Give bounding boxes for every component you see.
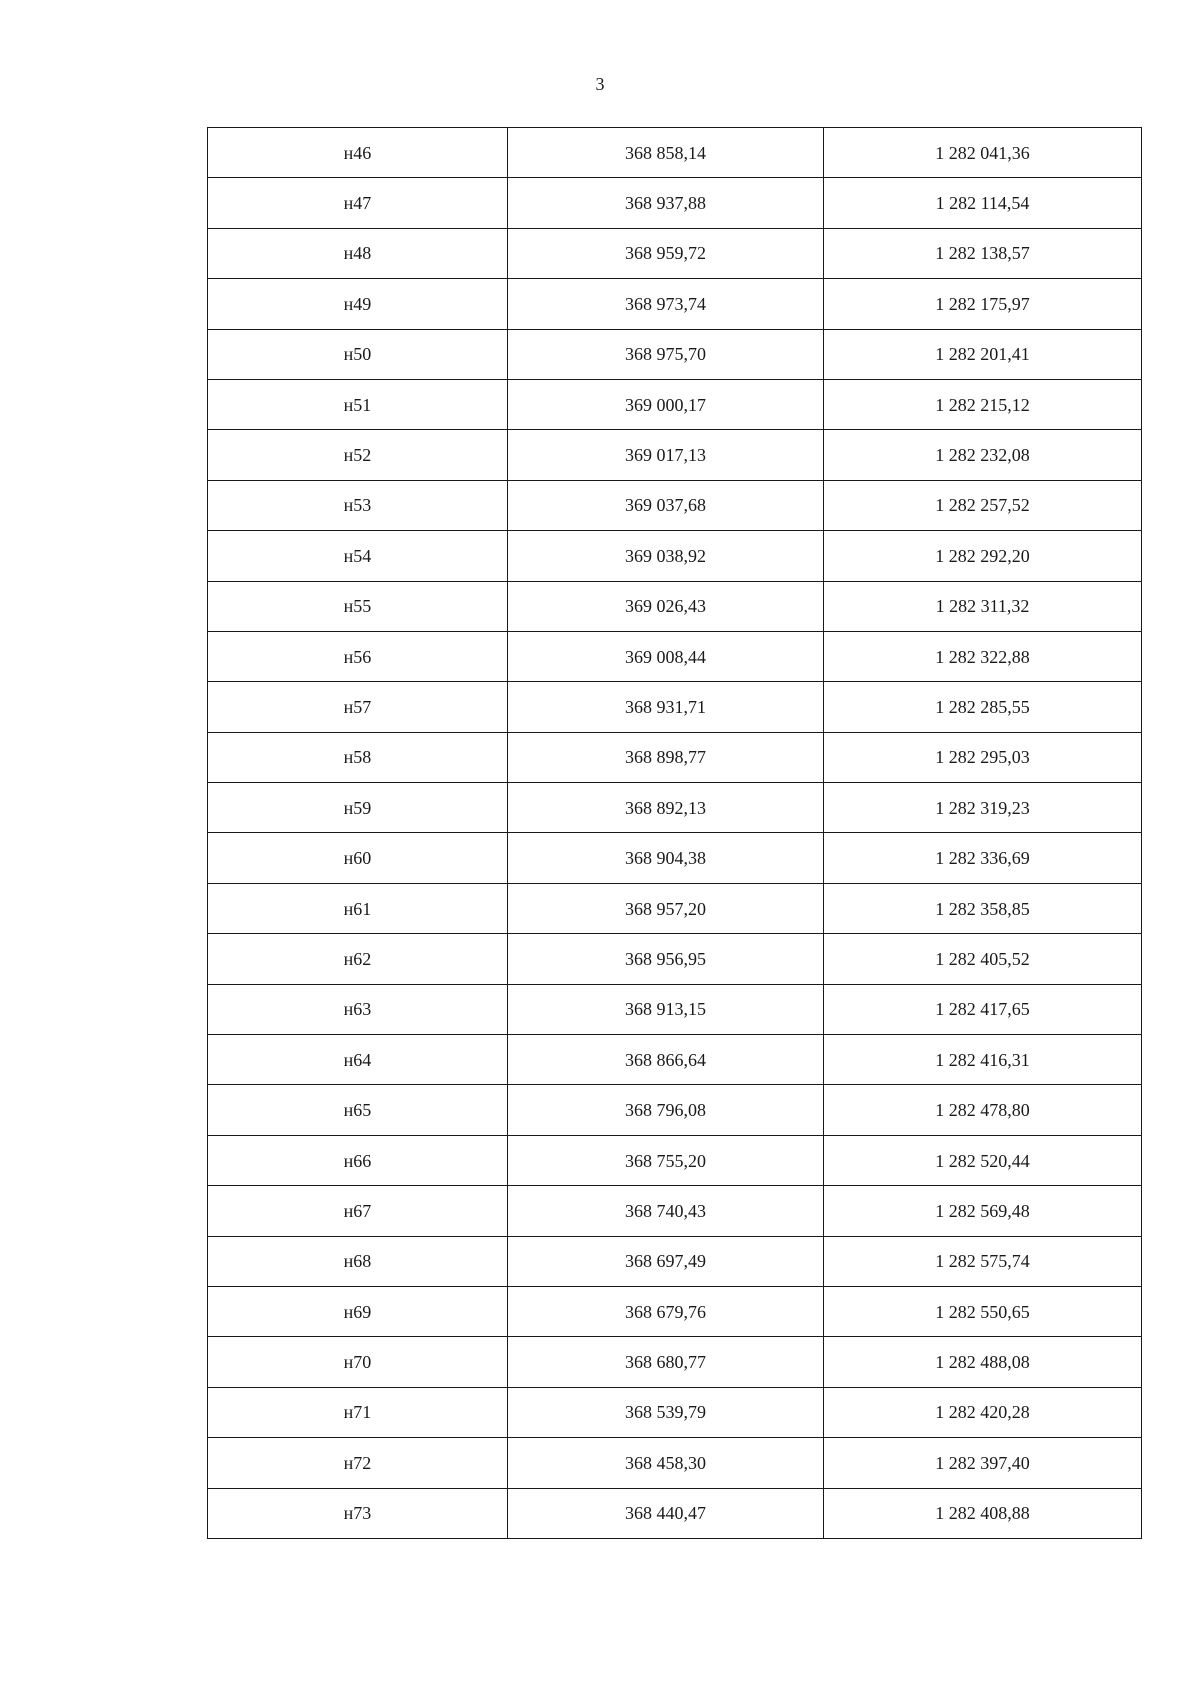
table-row bbox=[208, 934, 1142, 984]
point-cell: н59 bbox=[208, 783, 508, 833]
x-coordinate-cell: 368 937,88 bbox=[508, 178, 824, 228]
y-coordinate-cell: 1 282 478,80 bbox=[824, 1085, 1142, 1135]
page-number: 3 bbox=[595, 74, 605, 94]
point-cell: н56 bbox=[208, 631, 508, 681]
table-row bbox=[208, 1387, 1142, 1437]
x-coordinate-cell: 368 458,30 bbox=[508, 1438, 824, 1488]
point-cell: н48 bbox=[208, 228, 508, 278]
x-coordinate-cell: 368 796,08 bbox=[508, 1085, 824, 1135]
table-row bbox=[208, 581, 1142, 631]
y-coordinate-cell: 1 282 285,55 bbox=[824, 682, 1142, 732]
x-coordinate-cell: 369 038,92 bbox=[508, 531, 824, 581]
y-coordinate-cell: 1 282 405,52 bbox=[824, 934, 1142, 984]
y-coordinate-cell: 1 282 295,03 bbox=[824, 732, 1142, 782]
y-coordinate-cell: 1 282 257,52 bbox=[824, 480, 1142, 530]
point-cell: н57 bbox=[208, 682, 508, 732]
x-coordinate-cell: 368 973,74 bbox=[508, 279, 824, 329]
table-row bbox=[208, 228, 1142, 278]
point-cell: н71 bbox=[208, 1387, 508, 1437]
y-coordinate-cell: 1 282 408,88 bbox=[824, 1488, 1142, 1538]
x-coordinate-cell: 368 957,20 bbox=[508, 883, 824, 933]
x-coordinate-cell: 368 539,79 bbox=[508, 1387, 824, 1437]
table-row bbox=[208, 732, 1142, 782]
table-row bbox=[208, 329, 1142, 379]
point-cell: н50 bbox=[208, 329, 508, 379]
point-cell: н62 bbox=[208, 934, 508, 984]
point-cell: н53 bbox=[208, 480, 508, 530]
point-cell: н47 bbox=[208, 178, 508, 228]
point-cell: н54 bbox=[208, 531, 508, 581]
x-coordinate-cell: 368 975,70 bbox=[508, 329, 824, 379]
y-coordinate-cell: 1 282 232,08 bbox=[824, 430, 1142, 480]
x-coordinate-cell: 369 017,13 bbox=[508, 430, 824, 480]
table-row bbox=[208, 1186, 1142, 1236]
point-cell: н70 bbox=[208, 1337, 508, 1387]
y-coordinate-cell: 1 282 175,97 bbox=[824, 279, 1142, 329]
y-coordinate-cell: 1 282 420,28 bbox=[824, 1387, 1142, 1437]
table-row bbox=[208, 480, 1142, 530]
point-cell: н64 bbox=[208, 1035, 508, 1085]
point-cell: н60 bbox=[208, 833, 508, 883]
x-coordinate-cell: 368 913,15 bbox=[508, 984, 824, 1034]
y-coordinate-cell: 1 282 358,85 bbox=[824, 883, 1142, 933]
table-row bbox=[208, 430, 1142, 480]
x-coordinate-cell: 368 680,77 bbox=[508, 1337, 824, 1387]
point-cell: н61 bbox=[208, 883, 508, 933]
y-coordinate-cell: 1 282 114,54 bbox=[824, 178, 1142, 228]
y-coordinate-cell: 1 282 569,48 bbox=[824, 1186, 1142, 1236]
table-row bbox=[208, 783, 1142, 833]
x-coordinate-cell: 368 904,38 bbox=[508, 833, 824, 883]
point-cell: н49 bbox=[208, 279, 508, 329]
y-coordinate-cell: 1 282 520,44 bbox=[824, 1135, 1142, 1185]
point-cell: н68 bbox=[208, 1236, 508, 1286]
x-coordinate-cell: 368 740,43 bbox=[508, 1186, 824, 1236]
table-row bbox=[208, 1337, 1142, 1387]
point-cell: н46 bbox=[208, 128, 508, 178]
table-row bbox=[208, 531, 1142, 581]
x-coordinate-cell: 368 679,76 bbox=[508, 1286, 824, 1336]
x-coordinate-cell: 369 008,44 bbox=[508, 631, 824, 681]
x-coordinate-cell: 368 755,20 bbox=[508, 1135, 824, 1185]
y-coordinate-cell: 1 282 417,65 bbox=[824, 984, 1142, 1034]
x-coordinate-cell: 368 931,71 bbox=[508, 682, 824, 732]
y-coordinate-cell: 1 282 311,32 bbox=[824, 581, 1142, 631]
y-coordinate-cell: 1 282 322,88 bbox=[824, 631, 1142, 681]
y-coordinate-cell: 1 282 397,40 bbox=[824, 1438, 1142, 1488]
table-row bbox=[208, 128, 1142, 178]
point-cell: н72 bbox=[208, 1438, 508, 1488]
table-row bbox=[208, 279, 1142, 329]
y-coordinate-cell: 1 282 292,20 bbox=[824, 531, 1142, 581]
x-coordinate-cell: 369 000,17 bbox=[508, 379, 824, 429]
x-coordinate-cell: 368 956,95 bbox=[508, 934, 824, 984]
x-coordinate-cell: 368 697,49 bbox=[508, 1236, 824, 1286]
point-cell: н65 bbox=[208, 1085, 508, 1135]
table-row bbox=[208, 984, 1142, 1034]
coordinates-table bbox=[207, 127, 1142, 1539]
table-row bbox=[208, 1236, 1142, 1286]
y-coordinate-cell: 1 282 041,36 bbox=[824, 128, 1142, 178]
y-coordinate-cell: 1 282 138,57 bbox=[824, 228, 1142, 278]
table-row bbox=[208, 1438, 1142, 1488]
x-coordinate-cell: 369 026,43 bbox=[508, 581, 824, 631]
table-row bbox=[208, 1085, 1142, 1135]
table-row bbox=[208, 631, 1142, 681]
table-row bbox=[208, 1035, 1142, 1085]
point-cell: н63 bbox=[208, 984, 508, 1034]
y-coordinate-cell: 1 282 319,23 bbox=[824, 783, 1142, 833]
table-row bbox=[208, 178, 1142, 228]
table-row bbox=[208, 682, 1142, 732]
y-coordinate-cell: 1 282 550,65 bbox=[824, 1286, 1142, 1336]
x-coordinate-cell: 368 959,72 bbox=[508, 228, 824, 278]
table-row bbox=[208, 883, 1142, 933]
table-row bbox=[208, 379, 1142, 429]
point-cell: н55 bbox=[208, 581, 508, 631]
y-coordinate-cell: 1 282 416,31 bbox=[824, 1035, 1142, 1085]
point-cell: н58 bbox=[208, 732, 508, 782]
table-row bbox=[208, 833, 1142, 883]
x-coordinate-cell: 368 858,14 bbox=[508, 128, 824, 178]
table-row bbox=[208, 1135, 1142, 1185]
x-coordinate-cell: 368 892,13 bbox=[508, 783, 824, 833]
y-coordinate-cell: 1 282 201,41 bbox=[824, 329, 1142, 379]
point-cell: н52 bbox=[208, 430, 508, 480]
point-cell: н66 bbox=[208, 1135, 508, 1185]
coordinates-table-body bbox=[208, 128, 1142, 1539]
point-cell: н67 bbox=[208, 1186, 508, 1236]
point-cell: н51 bbox=[208, 379, 508, 429]
x-coordinate-cell: 368 440,47 bbox=[508, 1488, 824, 1538]
point-cell: н69 bbox=[208, 1286, 508, 1336]
table-row bbox=[208, 1488, 1142, 1538]
y-coordinate-cell: 1 282 336,69 bbox=[824, 833, 1142, 883]
x-coordinate-cell: 368 898,77 bbox=[508, 732, 824, 782]
x-coordinate-cell: 369 037,68 bbox=[508, 480, 824, 530]
y-coordinate-cell: 1 282 215,12 bbox=[824, 379, 1142, 429]
table-row bbox=[208, 1286, 1142, 1336]
y-coordinate-cell: 1 282 488,08 bbox=[824, 1337, 1142, 1387]
y-coordinate-cell: 1 282 575,74 bbox=[824, 1236, 1142, 1286]
point-cell: н73 bbox=[208, 1488, 508, 1538]
x-coordinate-cell: 368 866,64 bbox=[508, 1035, 824, 1085]
